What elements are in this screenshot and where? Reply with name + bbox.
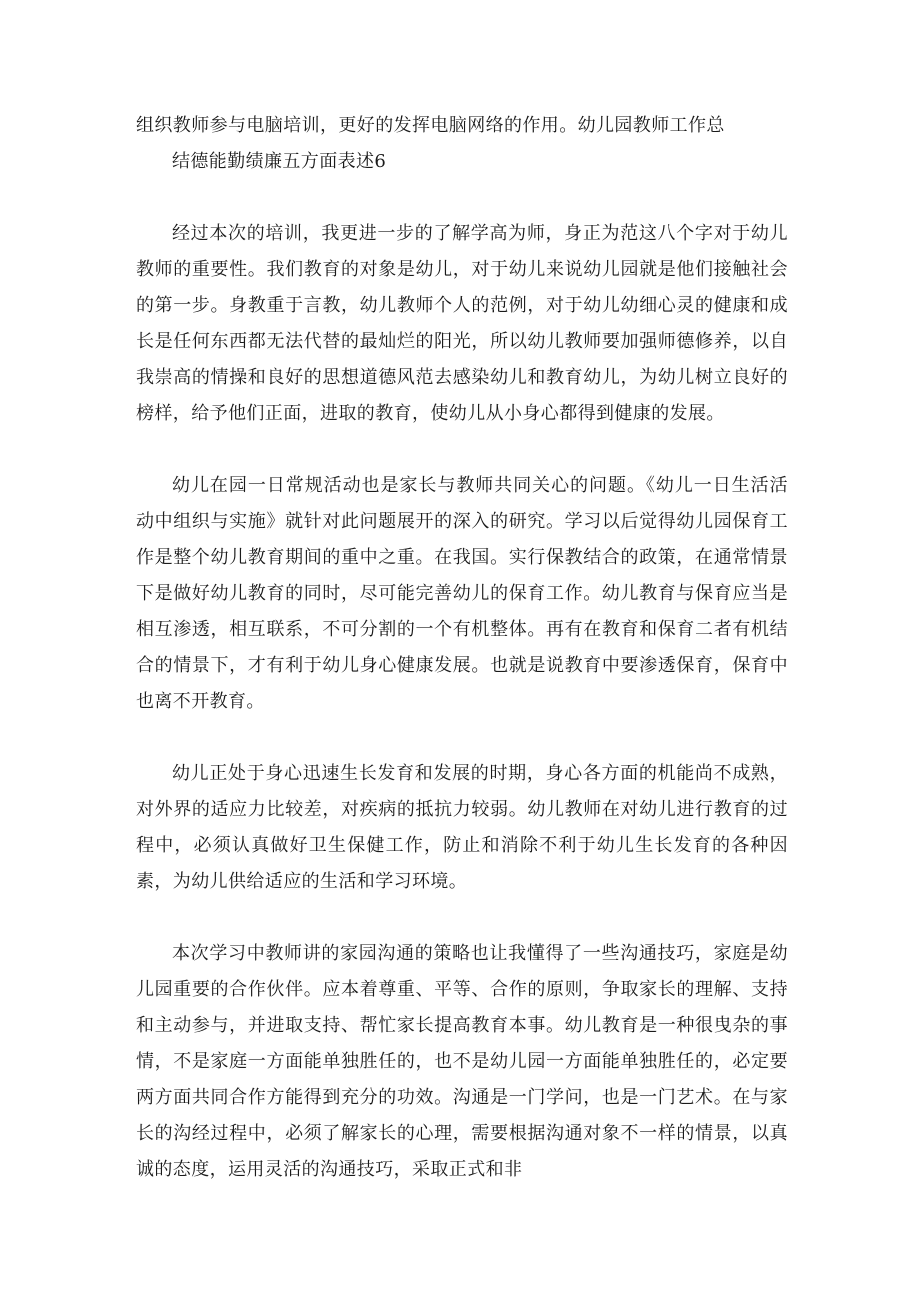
document-body [136, 108, 788, 1224]
paragraph-1: 经过本次的培训，我更进一步的了解学高为师，身正为范这八个字对于幼儿教师的重要性。我们教育的对象是幼儿，对于幼儿来说幼儿园就是他们接触社会的第一步。身教重于言教，幼儿教师个人的范例，对于幼儿幼细心灵的健康和成长是任何东西都无法代替的最灿烂的阳光，所以幼儿教师要加强师德修养，以自我崇高的情操和良好的思想道德风范去感染幼儿和教育幼儿，为幼儿树立良好的榜样，给予他们正面，进取的教育，使幼儿从小身心都得到健康的发展。 [136, 223, 788, 424]
intro-paragraph [136, 108, 788, 180]
intro-line: 组织教师参与电脑培训，更好的发挥电脑网络的作用。幼儿园教师工作总 [136, 115, 725, 136]
paragraph-3: 幼儿正处于身心迅速生长发育和发展的时期，身心各方面的机能尚不成熟，对外界的适应力比较差，对疾病的抵抗力较弱。幼儿教师在对幼儿进行教育的过程中，必须认真做好卫生保健工作，防止和消除不利于幼儿生长发育的各种因素，为幼儿供给适应的生活和学习环境。 [136, 763, 788, 892]
paragraph-4: 本次学习中教师讲的家园沟通的策略也让我懂得了一些沟通技巧，家庭是幼儿园重要的合作伙伴。应本着尊重、平等、合作的原则，争取家长的理解、支持和主动参与，并进取支持、帮忙家长提高教育本事。幼儿教育是一种很曳杂的事情，不是家庭一方面能单独胜任的，也不是幼儿园一方面能单独胜任的，必定要两方面共同合作方能得到充分的功效。沟通是一门学问，也是一门艺术。在与家长的沟经过程中，必须了解家长的心理，需要根据沟通对象不一样的情景，以真诚的态度，运用灵活的沟通技巧，采取正式和非 [136, 943, 788, 1180]
section-heading: 结德能勤绩廉五方面表述6 [172, 151, 387, 172]
paragraph-2: 幼儿在园一日常规活动也是家长与教师共同关心的问题。《幼儿一日生活活动中组织与实施》就针对此问题展开的深入的研究。学习以后觉得幼儿园保育工作是整个幼儿教育期间的重中之重。在我国。实行保教结合的政策，在通常情景下是做好幼儿教育的同时，尽可能完善幼儿的保育工作。幼儿教育与保育应当是相互渗透，相互联系，不可分割的一个有机整体。再有在教育和保育二者有机结合的情景下，才有利于幼儿身心健康发展。也就是说教育中要渗透保育，保育中也离不开教育。 [136, 475, 788, 712]
